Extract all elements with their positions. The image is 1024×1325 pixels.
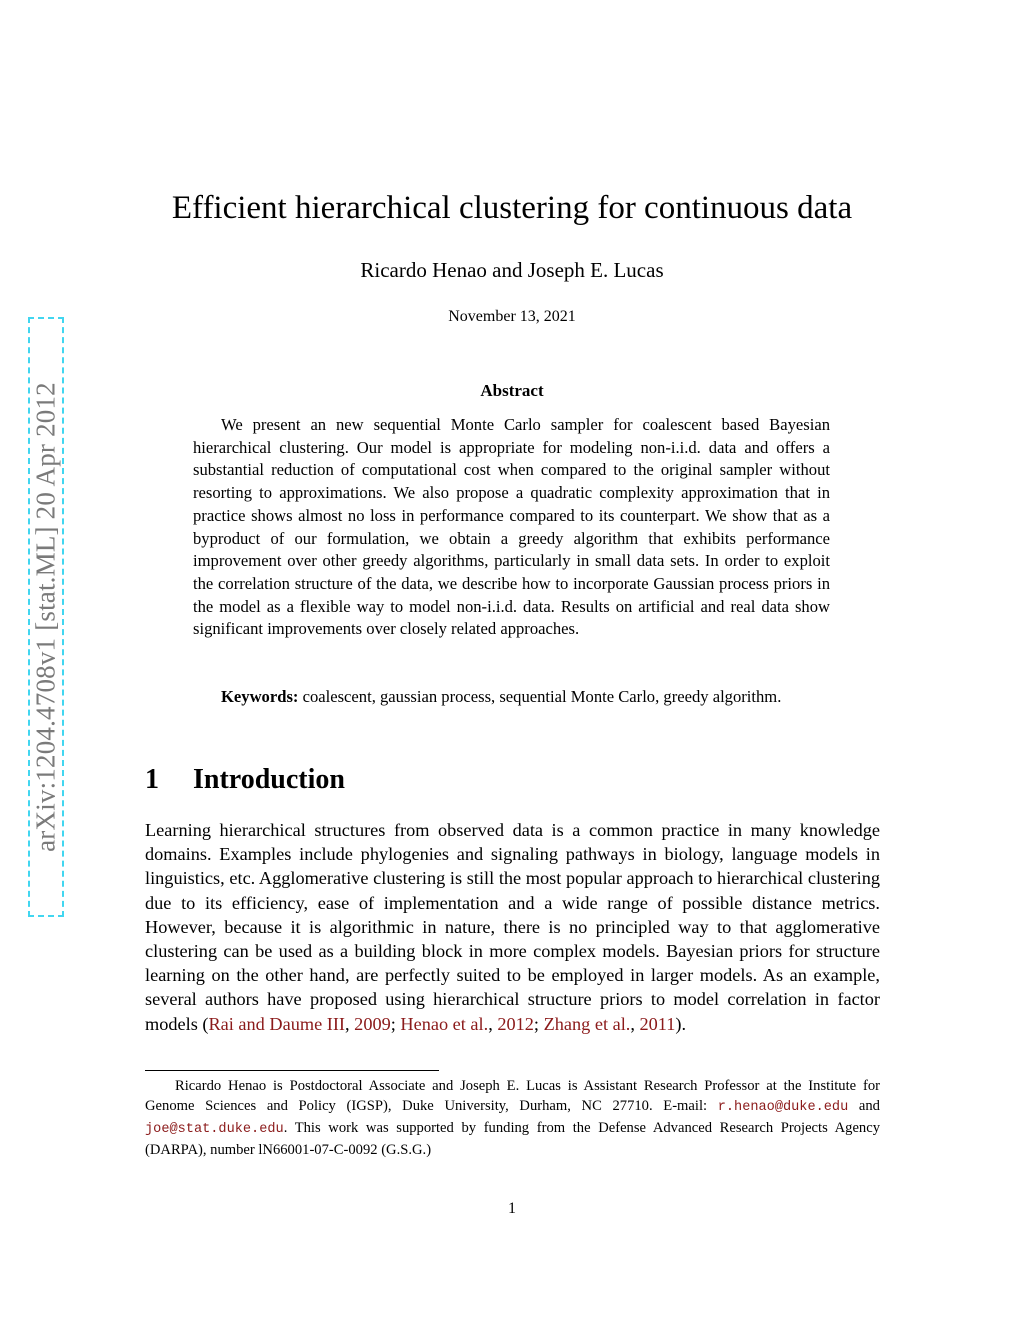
citation-link-rai[interactable]: Rai and Daume III (208, 1013, 346, 1034)
citation-separator: ; (390, 1013, 401, 1034)
citation-link-henao[interactable]: Henao et al. (400, 1013, 489, 1034)
abstract-body: We present an new sequential Monte Carlo sampler for coalescent based Bayesian hierarchical clustering. Our model is appropriate for modeling non-i.i.d. data and offers a substantial reduction of computational cost when compared to the original sampler without resorting to approximations. We also propose a quadratic complexity approximation that in practice shows almost no loss in performance compared to its counterpart. We show that as a byproduct of our formulation, we obtain a greedy algorithm that exhibits performance improvement over other greedy algorithms, particularly in small data sets. In order to exploit the correlation structure of the data, we describe how to incorporate Gaussian process priors in the model as a flexible way to model non-i.i.d. data. Results on artificial and real data show significant improvements over closely related approaches. (193, 415, 830, 639)
citation-separator: , (345, 1013, 355, 1034)
introduction-paragraph (145, 818, 880, 1036)
publication-date: November 13, 2021 (448, 308, 576, 325)
section-heading-introduction (145, 764, 345, 796)
paper-title: Efficient hierarchical clustering for continuous data (171, 190, 853, 226)
footnote-text-start: Ricardo Henao is Postdoctoral Associate and Joseph E. Lucas is Assistant Research Professor at the Institute for Genome Sciences and Policy (IGSP), Duke University, Durham, NC 27710. E-mail: (145, 1078, 880, 1114)
citation-year-henao[interactable]: 2012 (497, 1013, 534, 1034)
citation-separator: , (488, 1013, 498, 1034)
email-link-henao[interactable]: r.henao@duke.edu (717, 1100, 849, 1115)
citation-separator: , (630, 1013, 640, 1034)
footnote-text-end: . This work was supported by funding from the Defense Advanced Research Projects Agency (DARPA), number lN66001-07-C-0092 (G.S.G.) (145, 1120, 880, 1158)
author-list: Ricardo Henao and Joseph E. Lucas (360, 258, 664, 282)
keywords-label: Keywords: (221, 687, 299, 706)
email-link-lucas[interactable]: joe@stat.duke.edu (145, 1122, 284, 1137)
abstract-heading: Abstract (480, 381, 544, 400)
page-number: 1 (508, 1200, 516, 1217)
keywords-line (193, 686, 830, 709)
keywords-text: coalescent, gaussian process, sequential Monte Carlo, greedy algorithm. (302, 687, 782, 706)
paragraph-end: ). (675, 1013, 687, 1034)
section-number: 1 (145, 764, 159, 795)
citation-link-zhang[interactable]: Zhang et al. (543, 1013, 631, 1034)
footnote (145, 1076, 880, 1160)
citation-year-rai[interactable]: 2009 (354, 1013, 391, 1034)
citation-year-zhang[interactable]: 2011 (639, 1013, 676, 1034)
arxiv-identifier-stamp[interactable] (28, 317, 64, 917)
introduction-text: Learning hierarchical structures from observed data is a common practice in many knowledge domains. Examples include phylogenies and signaling pathways in biology, language models in linguistics, etc. Agglomerative clustering is still the most popular approach to hierarchical clustering due to its efficiency, ease of implementation and a wide range of possible distance metrics. However, because it is algorithmic in nature, there is no principled way to that agglomerative clustering can be used as a building block in more complex models. Bayesian priors for structure learning on the other hand, are perfectly suited to be employed in larger models. As an example, several authors have proposed using hierarchical structure priors to model correlation in factor models ( (145, 820, 880, 1034)
arxiv-identifier-text: arXiv:1204.4708v1 [stat.ML] 20 Apr 2012 (30, 382, 61, 852)
footnote-divider (145, 1070, 439, 1071)
footnote-and: and (848, 1098, 880, 1114)
citation-separator: ; (533, 1013, 544, 1034)
section-title: Introduction (193, 764, 345, 795)
